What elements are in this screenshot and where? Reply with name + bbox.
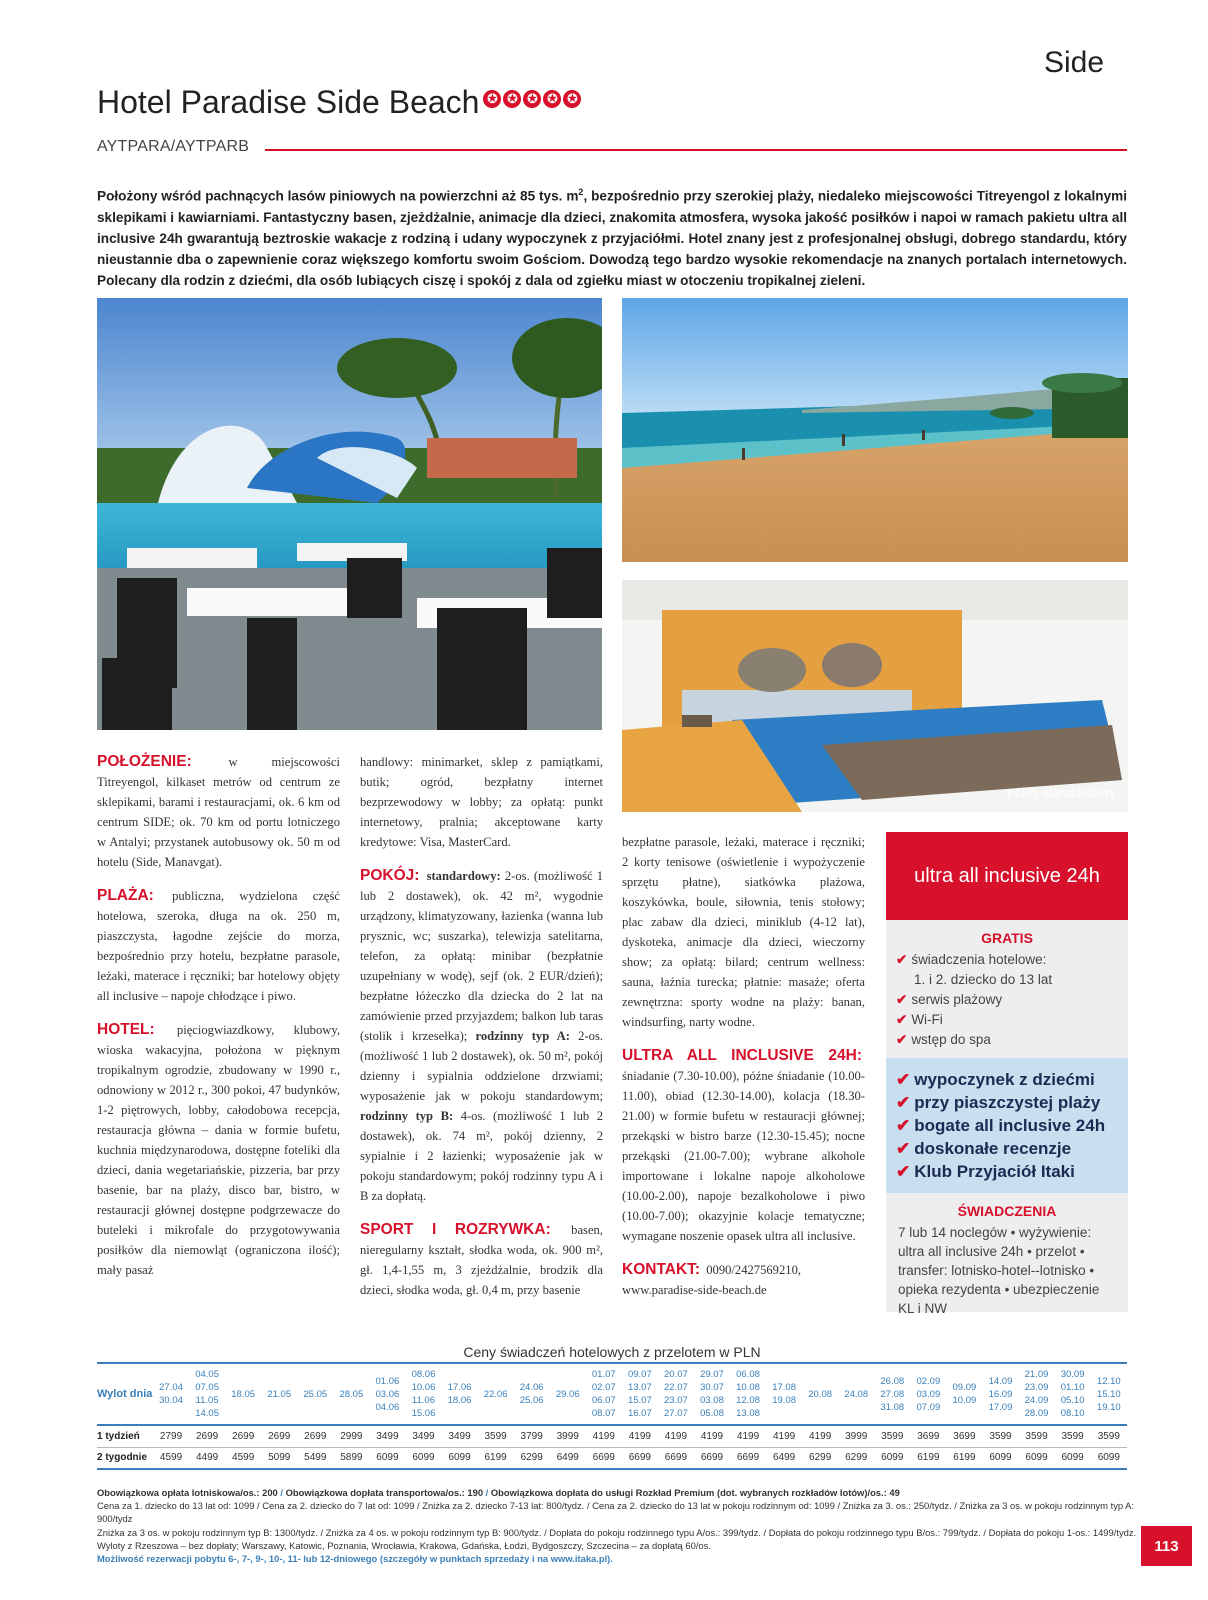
header-divider: [265, 149, 1127, 151]
price-cell-2-weeks: 5499: [297, 1447, 333, 1469]
departure-date: 03.06: [375, 1388, 400, 1400]
swiadczenia-title: ŚWIADCZENIA: [957, 1203, 1057, 1219]
check-icon: ✔: [896, 952, 908, 967]
departure-date: 08.07: [591, 1408, 616, 1419]
departure-date: 15.06: [411, 1408, 436, 1419]
price-date-cell: [478, 1363, 514, 1425]
price-cell-1-week: 4199: [694, 1425, 730, 1447]
notes-separator: /: [277, 1487, 286, 1498]
departure-date: 10.08: [736, 1382, 760, 1393]
notes-line: Zniżka za 3 os. w pokoju rodzinnym typ B: 1300/tydz. / Zniżka za 4 os. w pokoju rodzinnym typ B: 900/tydz. / Dopłata do pokoju rodzinnego typu A/os.: 399/tydz. / Dopłata do pokoju rodzinnego typu B/os.: 799/tydz. / Dopłata do pokoju 1-os.: 1499/tydz.: [97, 1526, 1137, 1538]
price-date-cell: [622, 1363, 658, 1425]
section-plaza: PLAŻA: publiczna, wydzielona część hotelowa, szeroka, długa na ok. 250 m, piaszczysta, łagodne zejście do morza, bezpośrednio przy hotelu, bezpłatne parasole, leżaki, materace i ręczniki; bar hotelowy objęty all inclusive – napoje chłodzące i piwo.: [97, 887, 340, 1003]
price-date-cell: [658, 1363, 694, 1425]
departure-date: 22.07: [664, 1382, 688, 1393]
highlight-item: ✔ przy piaszczystej plaży: [896, 1093, 1101, 1112]
departure-date: 29.07: [700, 1369, 724, 1380]
price-cell-2-weeks: 6099: [442, 1447, 478, 1469]
price-cell-2-weeks: 6099: [369, 1447, 405, 1469]
section-hotel: HOTEL: pięciogwiazdkowy, klubowy, wioska wakacyjna, położona w pięknym tropikalnym ogrodzie, zbudowany w 1990 r., odnowiony w 2012 r., 300 pokoi, 47 budynków, 1-2 piętrowych, lobby, całodobowa recepcja, restauracja główna – dania w formie bufetu, kuchnia międzynarodowa, dostępne foteliki dla dzieci, dania wegetariańskie, pizzeria, bar przy basenie, bar na plaży, disco bar, bistro, w restauracji głównej dostępne podgrzewacze do buteleki i mikrofale do przygotowywania posiłków dla niemowląt (ograniczona ilość); mały pasaż: [97, 1021, 340, 1277]
star-icon: ✪: [523, 90, 541, 108]
price-cell-1-week: 3699: [946, 1425, 982, 1447]
departure-date: 17.06: [447, 1382, 472, 1393]
price-date-cell: [910, 1363, 946, 1425]
price-table-title: Ceny świadczeń hotelowych z przelotem w PLN: [463, 1344, 761, 1360]
check-icon: ✔: [896, 992, 908, 1007]
price-cell-1-week: 3699: [910, 1425, 946, 1447]
notes-separator: /: [483, 1487, 491, 1498]
departure-date: 24.06: [519, 1382, 544, 1393]
price-cell-1-week: 4199: [802, 1425, 838, 1447]
price-cell-2-weeks: 6099: [874, 1447, 910, 1469]
departure-date: 27.04: [159, 1382, 183, 1393]
departure-date: 11.06: [411, 1395, 435, 1406]
departure-date: 21.05: [267, 1388, 292, 1400]
notes-line: [97, 1486, 1137, 1499]
price-date-cell: [225, 1363, 261, 1425]
departure-date: 15.07: [627, 1395, 652, 1406]
departure-date: 01.07: [591, 1369, 616, 1380]
check-icon: ✔: [896, 1162, 911, 1181]
highlights-list: [896, 1068, 1118, 1183]
price-cell-2-weeks: 4499: [189, 1447, 225, 1469]
departure-date: 07.09: [916, 1401, 941, 1413]
section-kontakt: KONTAKT: 0090/2427569210, www.paradise-side-beach.de: [622, 1261, 802, 1297]
check-icon: ✔: [896, 1012, 908, 1027]
section-hotel-cont: handlowy: minimarket, sklep z pamiątkami, butik; ogród, bezpłatny internet bezprzewodowy w lobby; za opłatą: punkt internetowy, pralnia; akceptowane karty kredytowe: Visa, MasterCard.: [360, 755, 603, 849]
departure-date: 17.09: [988, 1401, 1013, 1413]
departure-date: 17.08: [772, 1382, 796, 1393]
highlight-item: ✔ Klub Przyjaciół Itaki: [896, 1162, 1075, 1181]
price-cell-1-week: 3499: [405, 1425, 441, 1447]
section-ultra: ULTRA ALL INCLUSIVE 24H: śniadanie (7.30-10.00), późne śniadanie (10.00-11.00), obiad (12.30-14.00), kolacja (18.30-21.00) w formie bufetu w restauracji głównej; przekąski w bistro barze (12.30-15.45); nocne przekąski (21.00-7.00); wybrane alkohole importowane i lokalne napoje alkoholowe (10.00-2.00), napoje bezalkoholowe i piwo (10.00-7.00); okazyjnie kolacje tematyczne; wymagane noszenie opasek ultra all inclusive.: [622, 1047, 865, 1243]
departure-date: 10.06: [411, 1382, 436, 1393]
row-label: Wylot dnia: [97, 1363, 153, 1425]
price-cell-1-week: 2699: [261, 1425, 297, 1447]
price-cell-2-weeks: 6199: [946, 1447, 982, 1469]
notes-segment: Obowiązkowa dopłata do usługi Rozkład Premium (dot. wybranych rozkładów lotów)/os.: 49: [490, 1487, 900, 1498]
departure-date: 02.07: [591, 1382, 616, 1393]
price-date-cell: [586, 1363, 622, 1425]
section-polozenie: POŁOŻENIE: w miejscowości Titreyengol, kilkaset metrów od centrum ze sklepikami, barami i restauracjami, ok. 6 km od centrum SIDE; ok. 70 km od portu lotniczego w Antalyi; przystanek autobusowy ok. 50 m od hotelu (Side, Manavgat).: [97, 753, 340, 869]
star-rating: [483, 90, 581, 108]
price-cell-1-week: 4199: [730, 1425, 766, 1447]
price-cell-1-week: 3599: [1091, 1425, 1127, 1447]
departure-date: 09.07: [627, 1369, 652, 1380]
price-date-cell: [189, 1363, 225, 1425]
departure-date: 24.09: [1024, 1395, 1049, 1406]
departure-date: 31.08: [880, 1401, 905, 1413]
price-date-cell: [838, 1363, 874, 1425]
price-date-cell: [802, 1363, 838, 1425]
star-icon: ✪: [483, 90, 501, 108]
price-cell-2-weeks: 6199: [910, 1447, 946, 1469]
departure-date: 27.07: [664, 1408, 688, 1419]
price-date-cell: [982, 1363, 1018, 1425]
departure-date: 16.07: [627, 1408, 652, 1419]
hotel-codes: AYTPARA/AYTPARB: [97, 138, 250, 155]
departure-date: 28.09: [1024, 1408, 1049, 1419]
departure-date: 08.06: [411, 1369, 436, 1380]
price-cell-1-week: 3599: [1019, 1425, 1055, 1447]
departure-date: 22.06: [483, 1388, 508, 1400]
beach-photo: [622, 298, 1128, 562]
check-icon: ✔: [896, 1093, 911, 1112]
price-date-cell: [874, 1363, 910, 1425]
price-cell-1-week: 3999: [550, 1425, 586, 1447]
departure-date: 20.08: [808, 1388, 833, 1400]
departure-date: 02.09: [916, 1375, 941, 1387]
departure-date: 03.09: [916, 1388, 941, 1400]
price-cell-1-week: 3999: [838, 1425, 874, 1447]
price-date-cell: [261, 1363, 297, 1425]
star-icon: ✪: [503, 90, 521, 108]
departure-date: 27.08: [880, 1388, 905, 1400]
codes-row: [97, 138, 1127, 156]
price-cell-2-weeks: 6099: [1055, 1447, 1091, 1469]
departure-date: 06.08: [736, 1369, 760, 1380]
price-date-cell: [730, 1363, 766, 1425]
price-cell-1-week: 4199: [766, 1425, 802, 1447]
notes-line: Wyloty z Rzeszowa – bez dopłaty; Warszawy, Katowic, Poznania, Wrocławia, Krakowa, Gdańska, Łodzi, Bydgoszczy, Szczecina – za dopłatą 60/os.: [97, 1539, 711, 1551]
price-cell-1-week: 2699: [225, 1425, 261, 1447]
price-cell-1-week: 3499: [369, 1425, 405, 1447]
departure-date: 09.09: [952, 1382, 977, 1393]
departure-date: 14.05: [195, 1408, 219, 1419]
price-cell-1-week: 4199: [658, 1425, 694, 1447]
departure-date: 28.05: [339, 1388, 364, 1400]
price-date-cell: [153, 1363, 189, 1425]
price-cell-2-weeks: 4599: [225, 1447, 261, 1469]
departure-date: 29.06: [555, 1388, 580, 1400]
swiadczenia-text: 7 lub 14 noclegów • wyżywienie: ultra all inclusive 24h • przelot • transfer: lotnisko-hotel--lotnisko • opieka rezydenta • ubezpieczenie KL i NW: [898, 1225, 1100, 1316]
hotel-title: [97, 84, 581, 121]
gratis-title: GRATIS: [981, 930, 1033, 946]
price-table: [97, 1362, 1127, 1470]
departure-date: 04.06: [375, 1401, 400, 1413]
price-cell-2-weeks: 6499: [766, 1447, 802, 1469]
departure-date: 23.09: [1024, 1382, 1049, 1393]
price-date-cell: [946, 1363, 982, 1425]
price-cell-2-weeks: 6299: [514, 1447, 550, 1469]
price-date-cell: [766, 1363, 802, 1425]
gratis-item: ✔ Wi-Fi: [896, 1012, 943, 1027]
price-cell-1-week: 3799: [514, 1425, 550, 1447]
departure-date: 08.10: [1060, 1408, 1085, 1419]
departure-date: 25.05: [303, 1388, 328, 1400]
price-date-cell: [297, 1363, 333, 1425]
gratis-list: [886, 950, 1128, 1050]
departure-date: 04.05: [195, 1369, 219, 1380]
section-pokoj: POKÓJ: standardowy: 2-os. (możliwość 1 lub 2 dostawek), ok. 42 m², wygodnie urządzony, klimatyzowany, łazienka (wanna lub prysznic, wc; suszarka), telewizja satelitarna, telefon, za opłatą: minibar (bezpłatnie uzupełniany w wodę), sejf (ok. 2 EUR/dzień); bezpłatne łóżeczko dla dziecka do 2 lat na zamówienie przed przyjazdem; balkon lub taras (stolik i krzesełka); rodzinny typ A: 2-os. (możliwość 1 lub 2 dostawek), ok. 50 m², pokój dzienny i sypialnia oddzielone drzwiami; wyposażenie jak w pokoju standardowym; rodzinny typ B: 4-os. (możliwość 1 lub 2 dostawek), ok. 74 m², pokój dzienny, 2 sypialnie i 2 łazienki; wyposażenie jak w pokoju standardowym; pokój rodzinny typu A i B za dopłatą.: [360, 867, 603, 1203]
price-cell-2-weeks: 5099: [261, 1447, 297, 1469]
price-date-cell: [442, 1363, 478, 1425]
gratis-item: ✔ wstęp do spa: [896, 1032, 991, 1047]
departure-date: 11.05: [195, 1395, 219, 1406]
intro-paragraph: Położony wśród pachnących lasów piniowych na powierzchni aż 85 tys. $m^2$, bezpośrednio przy szerokiej plaży, niedaleko miejscowości Titreyengol z lokalnymi sklepikami i kawiarniami. Fantastyczny basen, zjeżdżalnie, animacje dla dzieci, znakomita atmosfera, wysoka jakość posiłków i napoi w ramach pakietu ultra all inclusive 24h gwarantują beztroskie wakacje z rodziną i udany wypoczynek z przyjaciółmi. Hotel znany jest z profesjonalnej obsługi, dobrego standardu, który nieustannie dba o zapewnienie coraz większego komfortu swoim Gościom. Dowodzą tego bardzo wysokie rekomendacje na znanych portalach internetowych. Polecany dla rodzin z dziećmi, dla osób lubiących ciszę i spokój z dala od zgiełku miast w otoczeniu tropikalnej zieleni.: [97, 187, 1127, 288]
price-cell-2-weeks: 6699: [586, 1447, 622, 1469]
departure-date: 13.07: [627, 1382, 652, 1393]
departure-date: 23.07: [664, 1395, 688, 1406]
departure-date: 13.08: [736, 1408, 760, 1419]
price-cell-1-week: 2699: [189, 1425, 225, 1447]
section-sport: SPORT I ROZRYWKA: basen, nieregularny kształt, słodka woda, ok. 900 m², gł. 1,4-1,55 m, 3 zjeżdżalnie, brodzik dla dzieci, słodka woda, gł. 0,4 m, przy basenie: [360, 1221, 603, 1297]
price-cell-1-week: 2799: [153, 1425, 189, 1447]
highlight-item: ✔ wypoczynek z dziećmi: [896, 1070, 1095, 1089]
notes-segment: Obowiązkowa opłata lotniskowa/os.: 200: [97, 1487, 278, 1498]
price-cell-1-week: 3499: [442, 1425, 478, 1447]
pool-photo: [97, 298, 602, 730]
departure-date: 30.04: [159, 1395, 183, 1406]
price-date-cell: [1091, 1363, 1127, 1425]
notes-segment: Obowiązkowa dopłata transportowa/os.: 190: [285, 1487, 484, 1498]
price-cell-2-weeks: 5899: [333, 1447, 369, 1469]
price-cell-2-weeks: 6699: [730, 1447, 766, 1469]
price-date-cell: [1019, 1363, 1055, 1425]
price-date-cell: [369, 1363, 405, 1425]
column-2: [360, 752, 603, 1314]
star-icon: ✪: [543, 90, 561, 108]
departure-date: 18.05: [231, 1388, 256, 1400]
price-cell-2-weeks: 6299: [802, 1447, 838, 1469]
price-date-cell: [405, 1363, 441, 1425]
price-cell-1-week: 3599: [1055, 1425, 1091, 1447]
price-date-cell: [1055, 1363, 1091, 1425]
price-cell-1-week: 3599: [874, 1425, 910, 1447]
price-cell-2-weeks: 6299: [838, 1447, 874, 1469]
room-photo-caption: pokój standardowy: [1007, 785, 1116, 800]
price-cell-1-week: 4199: [622, 1425, 658, 1447]
price-cell-1-week: 4199: [586, 1425, 622, 1447]
departure-date: 05.08: [700, 1408, 724, 1419]
highlights-box: [886, 1058, 1128, 1193]
price-row-dates: [97, 1363, 1127, 1425]
column-3: [622, 832, 865, 1314]
price-date-cell: [550, 1363, 586, 1425]
price-cell-2-weeks: 4599: [153, 1447, 189, 1469]
notes-line: Cena za 1. dziecko do 13 lat od: 1099 / Cena za 2. dziecko do 7 lat od: 1099 / Zniżka za 2. dziecko 7-13 lat: 800/tydz. / Cena za 2. dziecko do 13 lat w pokoju rodzinnym od: 1099 / Zniżka za 3. os.: 250/tydz. / Zniżka za 3 os. w pokoju rodzinnym typ A: 900/tydz: [97, 1500, 1135, 1525]
departure-date: 12.10: [1096, 1375, 1121, 1387]
price-cell-2-weeks: 6499: [550, 1447, 586, 1469]
departure-date: 19.10: [1096, 1401, 1121, 1413]
price-date-cell: [514, 1363, 550, 1425]
departure-date: 21.09: [1024, 1369, 1049, 1380]
departure-date: 24.08: [844, 1388, 869, 1400]
price-cell-1-week: 2999: [333, 1425, 369, 1447]
departure-date: 26.08: [880, 1375, 905, 1387]
row-label: 1 tydzień: [97, 1425, 153, 1447]
check-icon: ✔: [896, 1032, 908, 1047]
price-cell-2-weeks: 6099: [982, 1447, 1018, 1469]
price-cell-1-week: 3599: [982, 1425, 1018, 1447]
column-1: [97, 752, 340, 1294]
offer-sidebar: [886, 832, 1128, 1316]
star-icon: ✪: [563, 90, 581, 108]
section-sport-cont: bezpłatne parasole, leżaki, materace i ręczniki; 2 korty tenisowe (oświetlenie i wypożyczenie sprzętu płatne), siatkówka plażowa, koszykówka, boule, siłownia, tenis stołowy; plac zabaw dla dzieci, miniklub (4-12 lat), dyskoteka, animacje dla dzieci, wieczorny show; za opłatą: bilard; centrum wellness: sauna, łaźnia turecka; płatnie: masaże; oferta zewnętrzna: sporty wodne na plaży: banan, windsurfing, narty wodne.: [622, 835, 865, 1029]
departure-date: 30.07: [700, 1382, 724, 1393]
check-icon: ✔: [896, 1070, 911, 1089]
notes-line: Możliwość rezerwacji pobytu 6-, 7-, 9-, 10-, 11- lub 12-dniowego (szczegóły w punktach sprzedaży i na www.itaka.pl).: [97, 1553, 613, 1565]
departure-date: 01.06: [375, 1375, 400, 1387]
departure-date: 07.05: [195, 1382, 219, 1393]
price-cell-2-weeks: 6099: [1091, 1447, 1127, 1469]
departure-date: 12.08: [736, 1395, 760, 1406]
price-cell-2-weeks: 6099: [1019, 1447, 1055, 1469]
price-row-1-week: [97, 1425, 1127, 1447]
price-cell-2-weeks: 6699: [658, 1447, 694, 1469]
room-photo: [622, 580, 1128, 812]
price-cell-2-weeks: 6699: [694, 1447, 730, 1469]
price-date-cell: [694, 1363, 730, 1425]
departure-date: 05.10: [1060, 1395, 1085, 1406]
highlight-item: ✔ bogate all inclusive 24h: [896, 1116, 1106, 1135]
price-cell-1-week: 2699: [297, 1425, 333, 1447]
region-name: Side: [1043, 46, 1104, 79]
price-row-2-weeks: [97, 1447, 1127, 1469]
check-icon: ✔: [896, 1139, 911, 1158]
departure-date: 19.08: [772, 1395, 796, 1406]
departure-date: 25.06: [519, 1395, 544, 1406]
price-notes: [97, 1486, 1137, 1565]
highlight-item: ✔ doskonałe recenzje: [896, 1139, 1072, 1158]
page-number: 113: [1141, 1526, 1192, 1566]
departure-date: 10.09: [952, 1395, 977, 1406]
gratis-item: ✔ świadczenia hotelowe: 1. i 2. dziecko do 13 lat: [896, 952, 1053, 987]
departure-date: 14.09: [988, 1375, 1013, 1387]
price-cell-2-weeks: 6099: [405, 1447, 441, 1469]
price-cell-2-weeks: 6699: [622, 1447, 658, 1469]
price-cell-2-weeks: 6199: [478, 1447, 514, 1469]
price-cell-1-week: 3599: [478, 1425, 514, 1447]
departure-date: 20.07: [664, 1369, 688, 1380]
gratis-item: ✔ serwis plażowy: [896, 992, 1003, 1007]
departure-date: 03.08: [700, 1395, 724, 1406]
row-label: 2 tygodnie: [97, 1447, 153, 1469]
hotel-name: Hotel Paradise Side Beach: [97, 84, 480, 120]
departure-date: 01.10: [1060, 1382, 1085, 1393]
departure-date: 06.07: [591, 1395, 616, 1406]
departure-date: 30.09: [1060, 1369, 1085, 1380]
departure-date: 18.06: [447, 1395, 472, 1406]
departure-date: 15.10: [1096, 1388, 1121, 1400]
website-link[interactable]: www.paradise-side-beach.de: [622, 1283, 767, 1297]
sidebar-header: ultra all inclusive 24h: [886, 832, 1128, 920]
departure-date: 16.09: [988, 1388, 1013, 1400]
check-icon: ✔: [896, 1116, 911, 1135]
price-date-cell: [333, 1363, 369, 1425]
